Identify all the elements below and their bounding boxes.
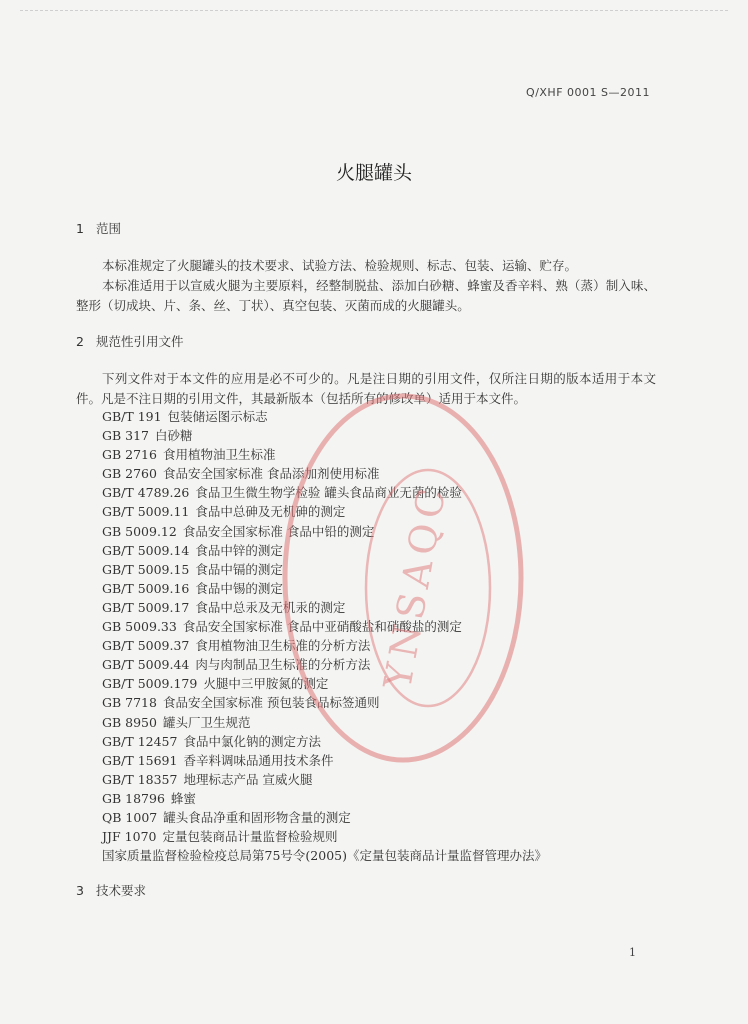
reference-title: 食品安全国家标准 食品中亚硝酸盐和硝酸盐的测定 xyxy=(182,619,462,635)
reference-title: 肉与肉制品卫生标准的分析方法 xyxy=(195,657,371,673)
reference-title: 食用植物油卫生标准的分析方法 xyxy=(195,638,371,654)
reference-title: 食品中氯化钠的测定方法 xyxy=(183,733,321,749)
reference-code: GB 18796 xyxy=(102,790,165,806)
reference-code: GB/T 12457 xyxy=(102,733,178,749)
reference-item xyxy=(102,674,547,693)
section-title: 技术要求 xyxy=(96,883,147,898)
reference-code: GB/T 5009.16 xyxy=(102,580,190,596)
reference-title: 蜂蜜 xyxy=(170,790,196,806)
reference-title: 定量包装商品计量监督检验规则 xyxy=(162,829,338,845)
reference-code: GB/T 5009.37 xyxy=(102,638,190,654)
reference-item xyxy=(102,617,547,636)
section-number: 3 xyxy=(76,883,84,898)
reference-item xyxy=(102,541,547,560)
reference-title: 国家质量监督检验检疫总局第75号令(2005)《定量包装商品计量监督管理办法》 xyxy=(102,848,547,864)
reference-item xyxy=(102,846,547,865)
reference-title: 香辛料调味品通用技术条件 xyxy=(183,752,334,768)
reference-title: 食品安全国家标准 食品添加剂使用标准 xyxy=(162,466,380,482)
reference-code: GB/T 5009.179 xyxy=(102,676,198,692)
reference-title: 食品中总砷及无机砷的测定 xyxy=(195,504,346,520)
document-title: 火腿罐头 xyxy=(335,162,412,184)
reference-title: 食品中总汞及无机汞的测定 xyxy=(195,599,346,615)
reference-code: GB/T 5009.17 xyxy=(102,599,190,615)
scope-paragraph-1: 本标准规定了火腿罐头的技术要求、试验方法、检验规则、标志、包装、运输、贮存。 xyxy=(102,258,578,273)
reference-item xyxy=(102,770,547,789)
section-number: 1 xyxy=(76,221,84,236)
reference-code: GB 5009.33 xyxy=(102,619,177,635)
reference-code: GB/T 191 xyxy=(102,409,162,424)
section-number: 2 xyxy=(76,334,84,349)
reference-item xyxy=(102,445,547,464)
section-title: 范围 xyxy=(96,221,122,236)
section-heading-scope xyxy=(76,219,121,237)
reference-item xyxy=(102,426,547,445)
reference-item xyxy=(102,522,547,541)
reference-title: 罐头食品净重和固形物含量的测定 xyxy=(163,809,351,825)
reference-code: GB 8950 xyxy=(102,714,157,730)
stamp-lettering: YNSAQC xyxy=(375,479,455,693)
page-number: 1 xyxy=(629,946,636,959)
reference-item xyxy=(102,598,547,617)
reference-title: 地理标志产品 宣威火腿 xyxy=(183,771,313,787)
reference-title: 白砂糖 xyxy=(155,428,193,444)
reference-item xyxy=(102,502,547,521)
reference-code: GB 5009.12 xyxy=(102,523,177,539)
reference-code: GB/T 5009.11 xyxy=(102,504,190,520)
reference-title: 罐头厂卫生规范 xyxy=(162,714,251,730)
reference-code: GB/T 5009.15 xyxy=(102,561,190,577)
reference-item xyxy=(102,751,547,770)
standard-code: Q/XHF 0001 S—2011 xyxy=(526,86,650,99)
reference-item xyxy=(102,655,547,674)
reference-code: GB 2760 xyxy=(102,466,157,482)
reference-code: GB 7718 xyxy=(102,695,157,711)
reference-title: 火腿中三甲胺氮的测定 xyxy=(203,676,329,692)
reference-title: 食用植物油卫生标准 xyxy=(162,447,276,463)
reference-title: 包装储运图示标志 xyxy=(167,409,268,424)
reference-title: 食品中锌的测定 xyxy=(195,542,283,558)
reference-item xyxy=(102,693,547,712)
reference-item xyxy=(102,808,547,827)
reference-item xyxy=(102,636,547,655)
reference-code: GB/T 5009.14 xyxy=(102,542,190,558)
reference-code: GB 317 xyxy=(102,428,150,444)
reference-title: 食品中镉的测定 xyxy=(195,561,283,577)
reference-code: GB 2716 xyxy=(102,447,157,463)
reference-title: 食品中锡的测定 xyxy=(195,580,283,596)
reference-code: QB 1007 xyxy=(102,809,158,825)
reference-item xyxy=(102,407,547,426)
reference-code: GB/T 5009.44 xyxy=(102,657,190,673)
reference-title: 食品安全国家标准 食品中铅的测定 xyxy=(182,523,375,539)
reference-item xyxy=(102,789,547,808)
reference-code: GB/T 4789.26 xyxy=(102,485,190,501)
reference-code: GB/T 18357 xyxy=(102,771,178,787)
reference-item xyxy=(102,713,547,732)
section-title: 规范性引用文件 xyxy=(96,334,184,349)
reference-item xyxy=(102,827,547,846)
reference-title: 食品卫生微生物学检验 罐头食品商业无菌的检验 xyxy=(195,485,462,501)
reference-item xyxy=(102,560,547,579)
top-rule xyxy=(20,10,728,11)
scope-paragraph-2: 本标准适用于以宣威火腿为主要原料，经整制脱盐、添加白砂糖、蜂蜜及香辛料、熟（蒸）制入味、整形（切成块、片、条、丝、丁状）、真空包装、灭菌而成的火腿罐头。 xyxy=(76,278,656,313)
section-heading-references xyxy=(76,332,184,350)
reference-item xyxy=(102,464,547,483)
reference-code: GB/T 15691 xyxy=(102,752,178,768)
reference-list xyxy=(102,407,547,865)
reference-code: JJF 1070 xyxy=(102,829,157,845)
reference-item xyxy=(102,732,547,751)
reference-title: 食品安全国家标准 预包装食品标签通则 xyxy=(162,695,380,711)
reference-item xyxy=(102,483,547,502)
section-heading-technical-requirements xyxy=(76,881,146,899)
reference-item xyxy=(102,579,547,598)
references-intro-paragraph: 下列文件对于本文件的应用是必不可少的。凡是注日期的引用文件，仅所注日期的版本适用于本文件。凡是不注日期的引用文件，其最新版本（包括所有的修改单）适用于本文件。 xyxy=(76,371,656,406)
